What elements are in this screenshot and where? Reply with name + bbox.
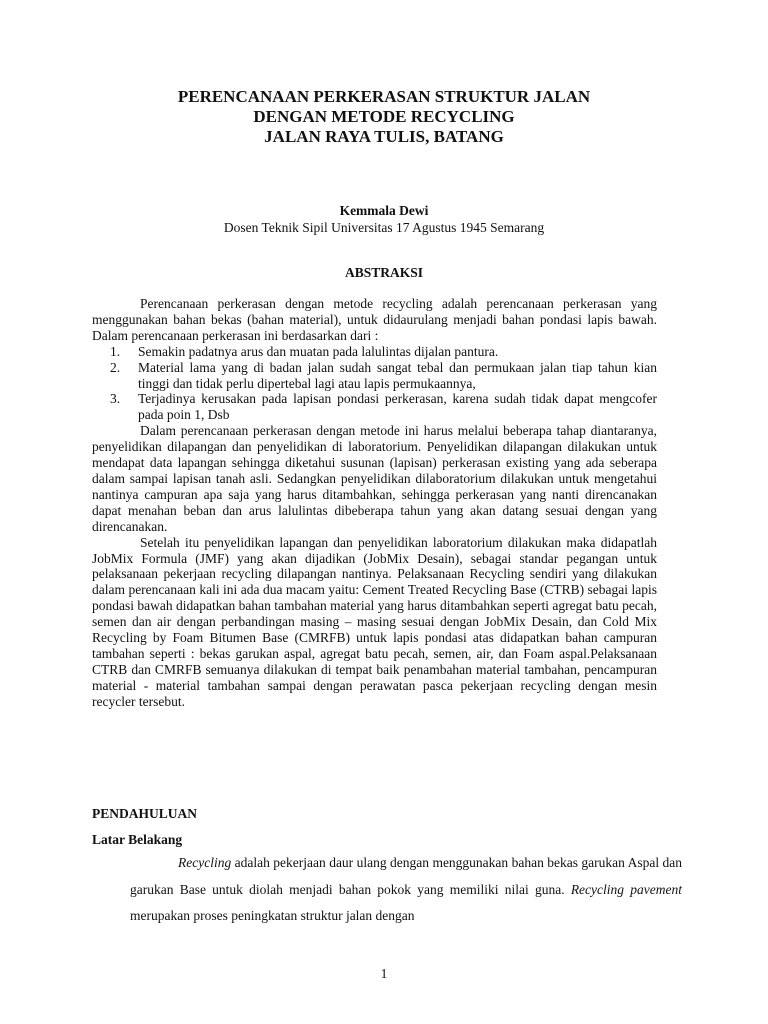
title-line-1: PERENCANAAN PERKERASAN STRUKTUR JALAN [177,87,591,106]
paper-title [0,87,768,147]
list-item-number: 3. [110,391,121,407]
term-recycling-pavement: Recycling pavement [570,881,682,897]
author-affiliation: Dosen Teknik Sipil Universitas 17 Agustus 1945 Semarang [223,220,545,235]
abstract-intro: Perencanaan perkerasan dengan metode recycling adalah perencanaan perkerasan yang menggunakan bahan bekas (bahan material), untuk didaurulang menjadi bahan pondasi lapis bawah. Dalam perencanaan perkerasan ini berdasarkan dari : [92,296,657,343]
section-heading: PENDAHULUAN [92,806,198,821]
abstract-body [92,296,657,710]
author-name: Kemmala Dewi [339,203,429,218]
section-text-2: merupakan proses peningkatan struktur jalan dengan [130,908,415,923]
list-item [92,391,657,423]
section-text-1: adalah pekerjaan daur ulang dengan menggunakan bahan bekas garukan Aspal dan garukan Base untuk diolah menjadi bahan pokok yang memiliki nilai guna. [130,855,682,897]
section-paragraph [130,850,682,930]
list-item-number: 2. [110,359,121,375]
abstract-paragraph-3: Setelah itu penyelidikan lapangan dan penyelidikan laboratorium dilakukan maka didapatlah JobMix Formula (JMF) yang akan dijadikan (JobMix Desain), sebagai standar pegangan untuk pelaksanaan pekerjaan recycling dilapangan nantinya. Pelaksanaan Recycling sendiri yang dilakukan dalam perencanaan kali ini ada dua macam yaitu: Cement Treated Recycling Base (CTRB) sebagai lapis pondasi bawah didapatkan bahan tambahan material yang harus ditambahkan seperti agregat batu pecah, semen dan air dengan perbandingan masing – masing sesuai dengan JobMix Desain, dan Cold Mix Recycling by Foam Bitumen Base (CMRFB) untuk lapis pondasi atas didapatkan bahan campuran tambahan seperti : bekas garukan aspal, agregat batu pecah, semen, air, dan Foam aspal.Pelaksanaan CTRB dan CMRFB semuanya dilakukan di tempat baik penambahan material tambahan, pencampuran material - material tambahan sampai dengan perawatan pasca pekerjaan recycling dengan mesin recycler tersebut. [92,534,657,709]
list-item-text: Semakin padatnya arus dan muatan pada lalulintas dijalan pantura. [138,343,499,359]
abstract-list [92,344,657,424]
list-item [92,360,657,392]
author-block [0,202,768,236]
list-item-text: Terjadinya kerusakan pada lapisan pondasi perkerasan, karena sudah tidak dapat mengcofer pada poin 1, Dsb [138,391,657,423]
list-item-number: 1. [110,343,121,359]
subsection-heading: Latar Belakang [92,832,183,847]
section-body [130,850,682,930]
title-line-3: JALAN RAYA TULIS, BATANG [264,127,504,146]
page-number: 1 [380,966,388,981]
abstract-heading: ABSTRAKSI [344,265,424,280]
list-item-text: Material lama yang di badan jalan sudah sangat tebal dan permukaan jalan tiap tahun kian tinggi dan tidak perlu dipertebal lagi atau lapis permukaannya, [138,359,657,391]
term-recycling: Recycling [178,855,232,870]
title-line-2: DENGAN METODE RECYCLING [253,107,515,126]
abstract-paragraph-2: Dalam perencanaan perkerasan dengan metode ini harus melalui beberapa tahap diantaranya, penyelidikan dilapangan dan penyelidikan di laboratorium. Penyelidikan dilapangan dilakukan untuk mendapat data lapangan sehingga diketahui susunan (lapisan) perkerasan existing yang ada seberapa dalam sampai lapisan tanah asli. Sedangkan penyelidikan dilaboratorium dilakukan untuk mengetahui nantinya campuran apa saja yang harus ditambahkan, sehingga perkerasan yang nanti direncanakan dapat menahan beban dan arus lalulintas dibeberapa tahun yang akan datang sesuai dengan yang direncanakan. [92,423,657,534]
list-item [92,344,657,360]
